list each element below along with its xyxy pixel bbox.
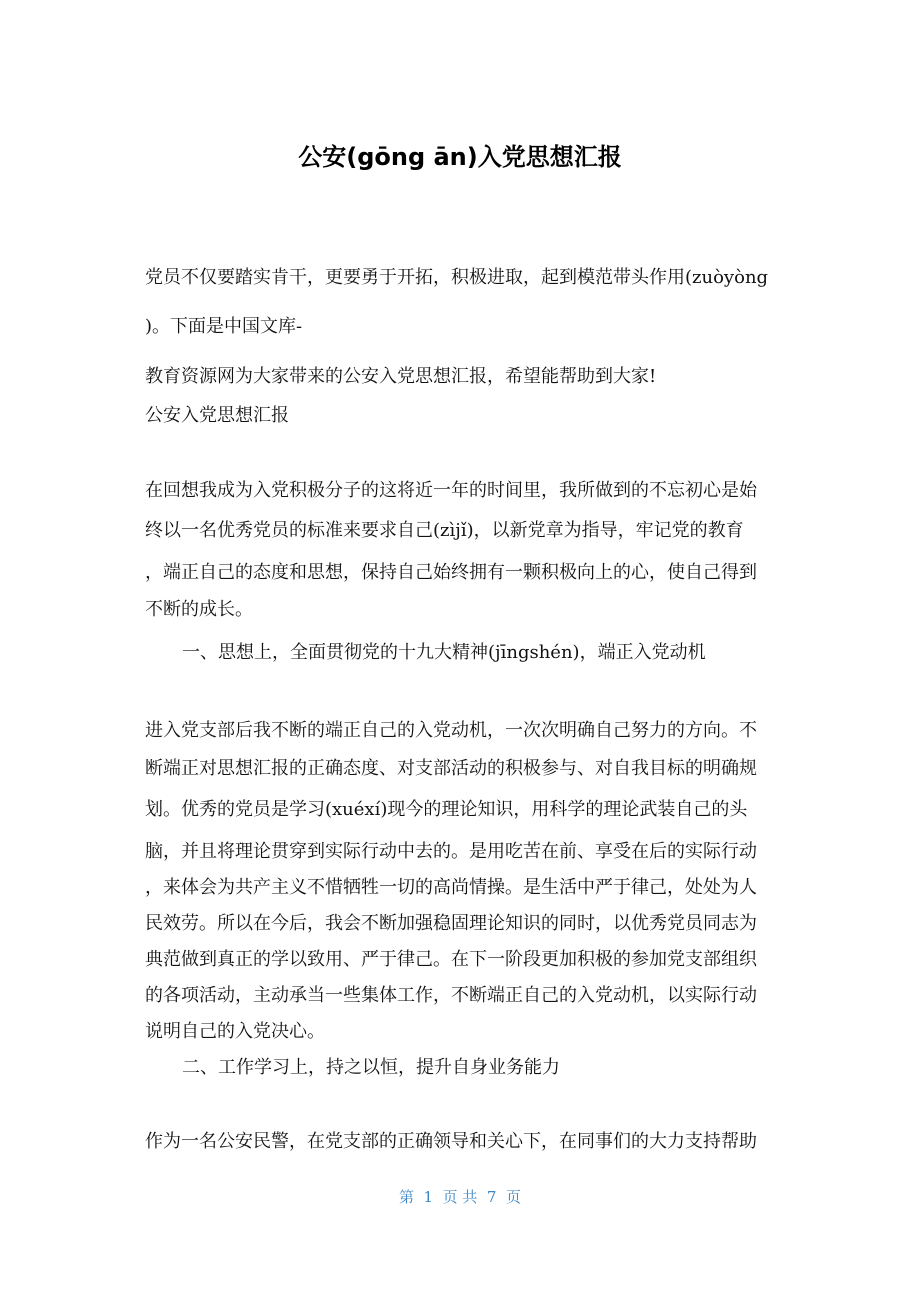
section-heading: 公安入党思想汇报 <box>145 405 289 426</box>
paragraph-line: 说明自己的入党决心。 <box>145 1021 325 1042</box>
paragraph-line: 作为一名公安民警，在党支部的正确领导和关心下，在同事们的大力支持帮助 <box>145 1131 757 1152</box>
paragraph-line: 不断的成长。 <box>145 599 253 620</box>
subsection-heading: 二、工作学习上，持之以恒，提升自身业务能力 <box>182 1057 560 1078</box>
paragraph-line: 的各项活动，主动承当一些集体工作，不断端正自己的入党动机，以实际行动 <box>145 985 757 1006</box>
paragraph-line: 典范做到真正的学以致用、严于律己。在下一阶段更加积极的参加党支部组织 <box>145 949 757 970</box>
paragraph-line: 教育资源网为大家带来的公安入党思想汇报，希望能帮助到大家! <box>145 366 657 387</box>
paragraph-line: ，来体会为共产主义不惜牺牲一切的高尚情操。是生活中严于律己，处处为人 <box>145 877 757 898</box>
document-title: 公安(gōng ān)入党思想汇报 <box>298 143 622 171</box>
paragraph-line: 进入党支部后我不断的端正自己的入党动机，一次次明确自己努力的方向。不 <box>145 720 757 741</box>
paragraph-line: 民效劳。所以在今后，我会不断加强稳固理论知识的同时，以优秀党员同志为 <box>145 913 757 934</box>
subsection-heading: 一、思想上，全面贯彻党的十九大精神(jīngshén)，端正入党动机 <box>182 642 706 663</box>
paragraph-line: ，端正自己的态度和思想，保持自己始终拥有一颗积极向上的心，使自己得到 <box>145 562 757 583</box>
paragraph-line: 脑，并且将理论贯穿到实际行动中去的。是用吃苦在前、享受在后的实际行动 <box>145 841 757 862</box>
page-number-footer: 第 1 页 共 7 页 <box>399 1188 521 1206</box>
paragraph-line: 终以一名优秀党员的标准来要求自己(zìjǐ)，以新党章为指导，牢记党的教育 <box>145 520 744 541</box>
paragraph-line: )。下面是中国文库- <box>145 316 303 337</box>
paragraph-line: 在回想我成为入党积极分子的这将近一年的时间里，我所做到的不忘初心是始 <box>145 480 757 501</box>
paragraph-line: 党员不仅要踏实肯干，更要勇于开拓，积极进取，起到模范带头作用(zuòyòng <box>145 267 769 288</box>
paragraph-line: 划。优秀的党员是学习(xuéxí)现今的理论知识，用科学的理论武装自己的头 <box>145 799 748 820</box>
paragraph-line: 断端正对思想汇报的正确态度、对支部活动的积极参与、对自我目标的明确规 <box>145 758 757 779</box>
